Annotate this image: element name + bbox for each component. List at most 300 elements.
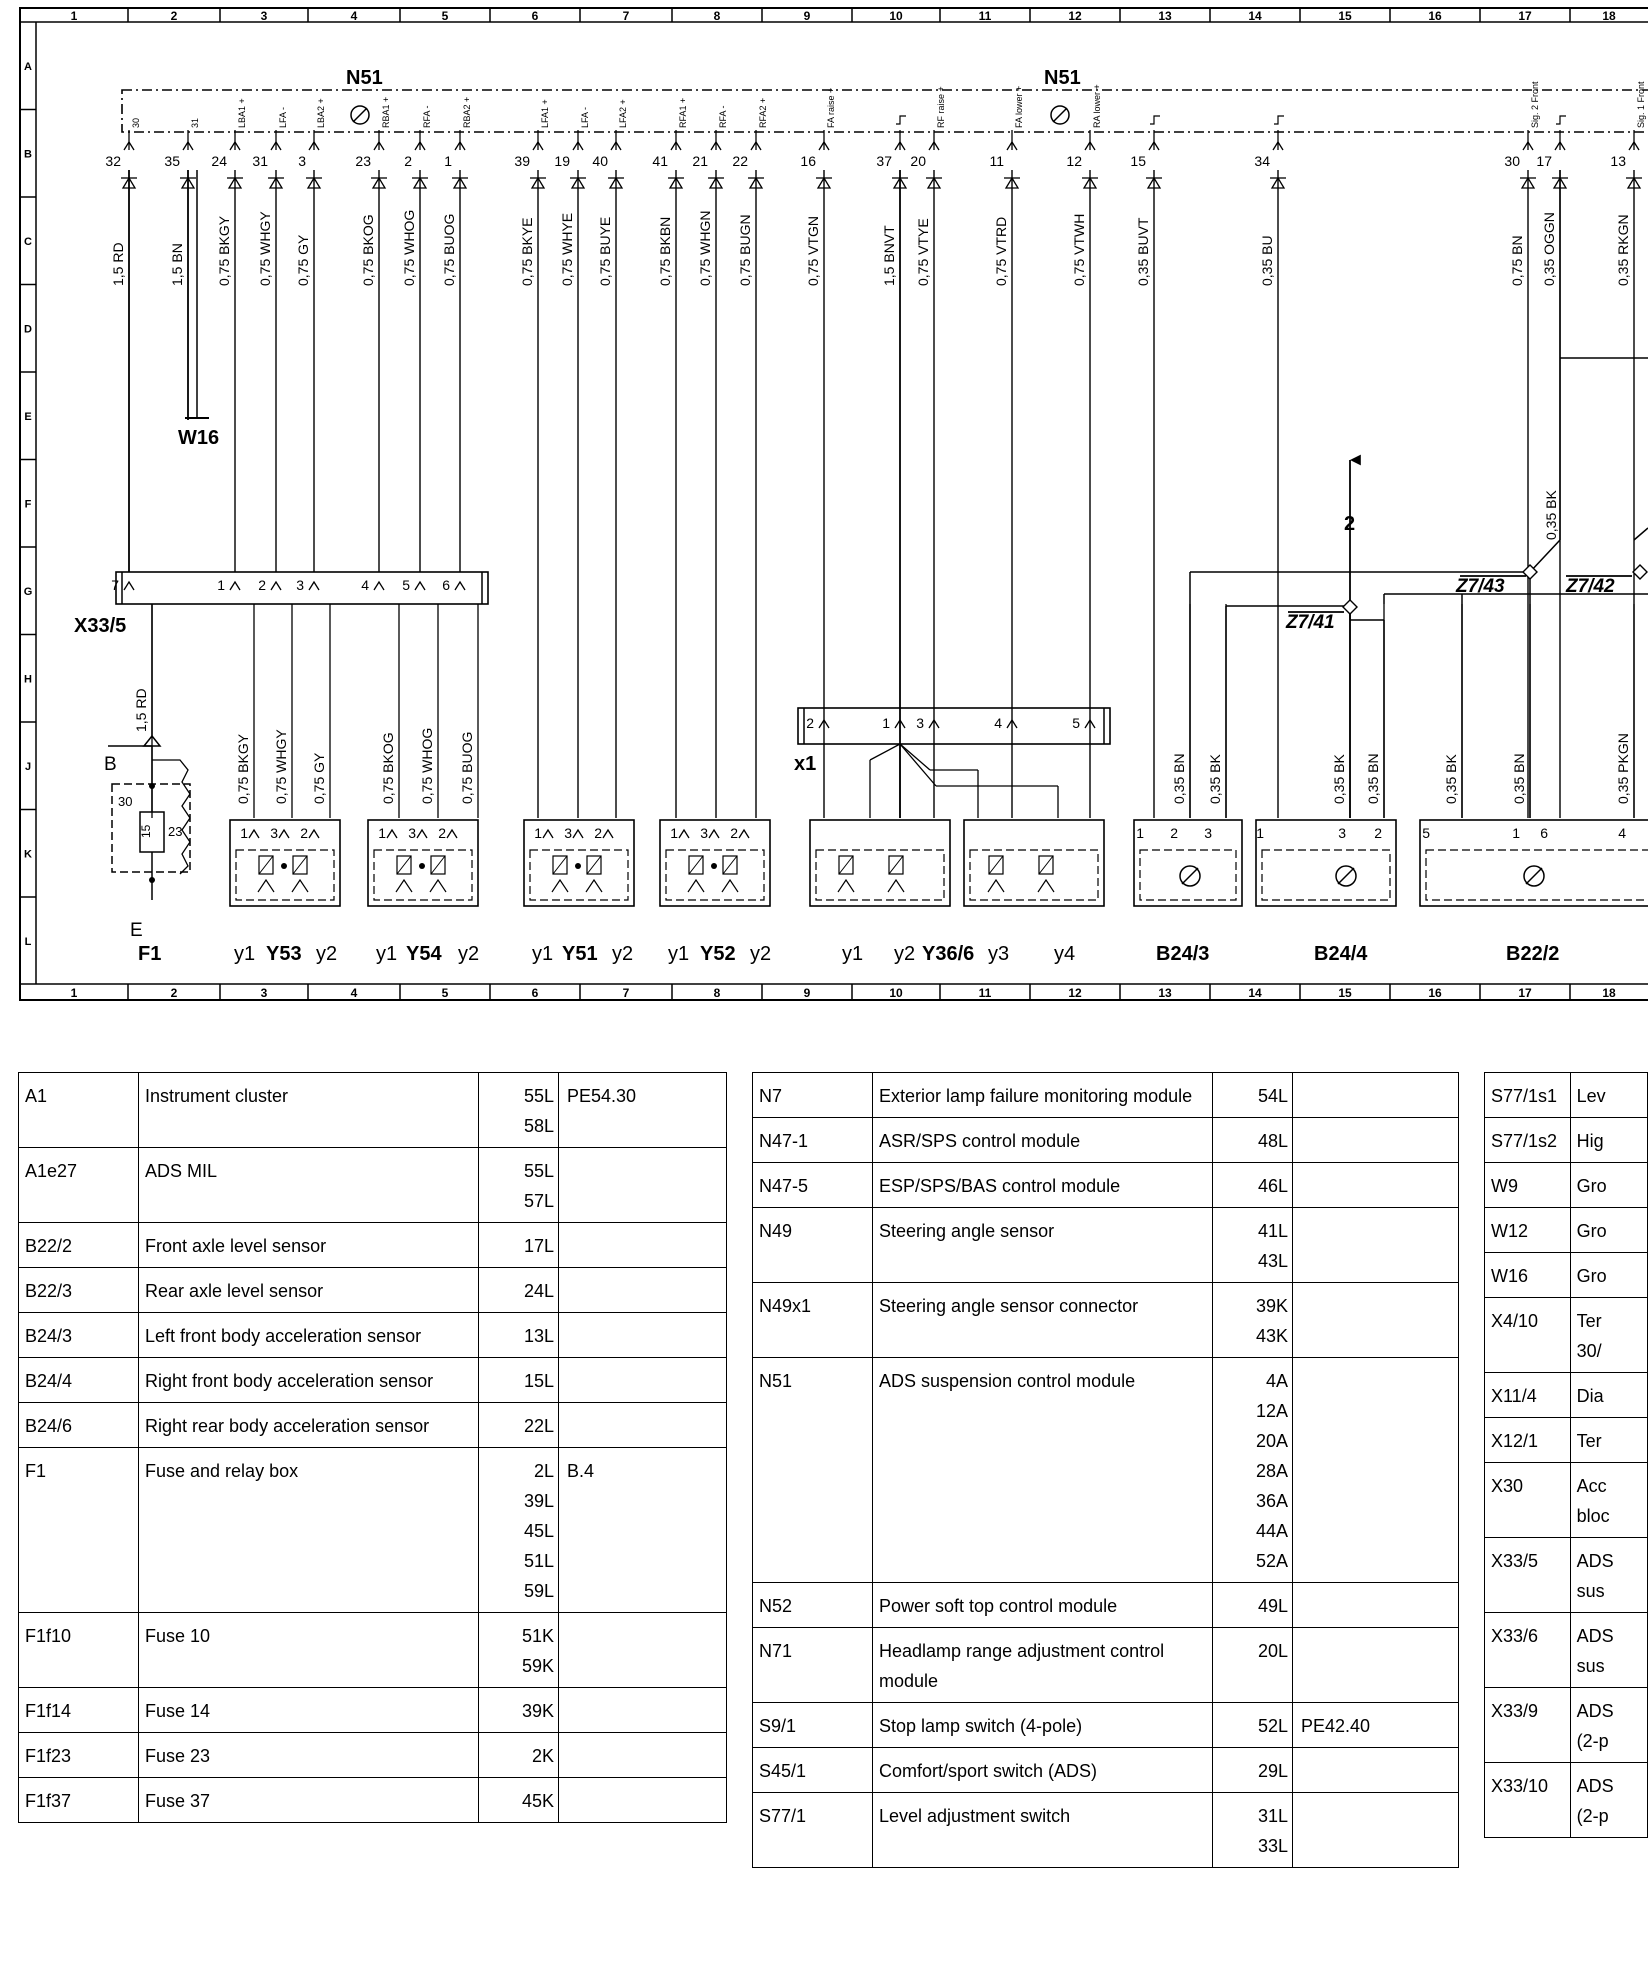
grid-col-top-17: 17 [1518,9,1532,23]
legend-row [1485,1418,1648,1463]
legend-ref [559,1313,727,1358]
n51-pin-17: 17 [1536,153,1552,169]
legend-row [19,1688,727,1733]
top-wire-14: 0,75 VTGN [805,215,821,286]
grid-col-top-11: 11 [978,9,992,23]
legend-locs: 39K 43K [1213,1283,1293,1358]
legend-row [753,1703,1459,1748]
n51-pin-3: 3 [298,153,306,169]
legend-row [19,1223,727,1268]
legend-code: F1f10 [19,1613,139,1688]
legend-locs: 4A 12A 20A 28A 36A 44A 52A [1213,1358,1293,1583]
y53-y2: y2 [316,943,338,965]
legend-code: F1f37 [19,1778,139,1823]
n51-pin-37: 37 [876,153,892,169]
valve-groups [230,820,1054,906]
grid-col-bottom-3: 3 [260,986,268,1000]
y51-pin-3: 3 [564,825,572,841]
legend-locs: 29L [1213,1748,1293,1793]
n51-pin-label-16: RF raise + [936,86,946,128]
n51-pins [105,81,1646,169]
n51-pin-label-21: Sig. 2 Front [1530,81,1540,128]
z7-42-label: Z7/42 [1566,576,1615,597]
x33-5-pin-3: 3 [296,577,304,593]
grid-col-top-7: 7 [622,9,630,23]
legend-code: X33/9 [1485,1688,1571,1763]
top-wire-13: 0,75 BUGN [737,214,753,286]
grid-row-A: A [24,60,32,73]
y51-label: Y51 [562,943,598,965]
legend-ref [559,1268,727,1313]
legend-code: X33/10 [1485,1763,1571,1838]
legend-ref [559,1223,727,1268]
x1-pin-4: 4 [994,715,1002,731]
grid-row-J: J [24,760,32,773]
grid-col-top-14: 14 [1248,9,1262,23]
n51-pin-23: 23 [355,153,371,169]
legend-row [1485,1763,1648,1838]
b24-4-pin-2: 2 [1374,825,1382,841]
x33-5-pin-6: 6 [442,577,450,593]
legend-code: N71 [753,1628,873,1703]
legend-code: N49x1 [753,1283,873,1358]
legend-row [753,1208,1459,1283]
top-wire-4: 0,75 GY [295,234,311,286]
legend-row [753,1283,1459,1358]
grid-col-bottom-18: 18 [1602,986,1616,1000]
legend-code: S77/1s2 [1485,1118,1571,1163]
n51-pin-12: 12 [1066,153,1082,169]
grid-col-bottom-2: 2 [170,986,178,1000]
legend-row [1485,1163,1648,1208]
legend-code: B24/6 [19,1403,139,1448]
legend-table-3 [1484,1072,1648,1838]
y51-pin-2: 2 [594,825,602,841]
legend-code: B24/3 [19,1313,139,1358]
n51-pin-34: 34 [1254,153,1270,169]
legend-locs: 41L 43L [1213,1208,1293,1283]
top-wire-1: 1,5 BN [169,243,185,286]
legend-code: B22/2 [19,1223,139,1268]
n51-pin-13: 13 [1610,153,1626,169]
b24-3-pin-1: 1 [1136,825,1144,841]
n51-pin-label-12: RFA - [718,105,728,128]
n51-pin-22: 22 [732,153,748,169]
grid-row-G: G [23,585,33,598]
b24-4-pin-3: 3 [1338,825,1346,841]
y53-label: Y53 [266,943,302,965]
y52-y2: y2 [750,943,772,965]
grid-row-B: B [24,148,32,161]
bottom-wire-2: 0,75 WHGY [273,729,289,804]
x1-pins [806,715,1095,818]
grid-col-top-15: 15 [1338,9,1352,23]
grid-col-top-9: 9 [803,9,811,23]
legend-locs: 20L [1213,1628,1293,1703]
n51-pin-label-5: RBA1 + [381,96,391,128]
legend-desc: ADS suspension control module [873,1358,1213,1583]
n51-pin-label-2: LBA1 + [237,98,247,128]
y36-6-y3: y3 [988,943,1010,965]
b22-2-label: B22/2 [1506,943,1560,965]
top-wire-2: 0,75 BKGY [216,215,232,286]
legend-desc: Level adjustment switch [873,1793,1213,1868]
legend-row [753,1748,1459,1793]
legend-desc: ADS sus [1570,1538,1647,1613]
legend-desc: Rear axle level sensor [139,1268,479,1313]
legend-row [19,1073,727,1148]
b22-2-sensor [1420,820,1648,906]
legend-locs: 31L 33L [1213,1793,1293,1868]
legend-desc: Dia [1570,1373,1647,1418]
y36-6-label: Y36/6 [922,943,975,965]
legend-row [19,1733,727,1778]
legend-row [19,1778,727,1823]
legend-locs: 55L 58L [479,1073,559,1148]
x1-pin-3: 3 [916,715,924,731]
bottom-wire-3: 0,75 GY [311,752,327,804]
bottom-wire-10: 0,35 BN [1365,753,1381,804]
grid-col-bottom-1: 1 [70,986,78,1000]
grid-col-bottom-15: 15 [1338,986,1352,1000]
y54-pin-1: 1 [378,825,386,841]
legend-ref [1293,1163,1459,1208]
n51-pin-32: 32 [105,153,121,169]
f1-pin-30: 30 [118,794,133,809]
b22-2-pin-4: 4 [1618,825,1626,841]
n51-pin-label-17: FA lower + [1014,85,1024,128]
y36-6-y1: y1 [842,943,864,965]
x33-5-label: X33/5 [74,615,127,637]
legend-ref [1293,1748,1459,1793]
top-wires [110,170,1642,818]
x33-5-pin-4: 4 [361,577,369,593]
bottom-wire-7: 0,35 BN [1171,753,1187,804]
legend-locs: 52L [1213,1703,1293,1748]
legend-desc: Right rear body acceleration sensor [139,1403,479,1448]
legend-locs: 45K [479,1778,559,1823]
legend-code: N47-1 [753,1118,873,1163]
top-wire-22: 0,35 OGGN [1541,212,1557,286]
grid-row-F: F [24,498,32,511]
legend-code: S9/1 [753,1703,873,1748]
grid-col-top-3: 3 [260,9,268,23]
top-wire-7: 0,75 BUOG [441,213,457,286]
top-wire-10: 0,75 BUYE [597,216,613,286]
legend-locs: 51K 59K [479,1613,559,1688]
w16-label: W16 [178,427,220,449]
n51-pin-label-0: 30 [131,117,141,128]
grid-row-L: L [24,935,32,948]
grid-row-labels [20,61,36,948]
top-wire-15: 1,5 BNVT [881,225,897,286]
x33-5-pin-5: 5 [402,577,410,593]
legend-ref [1293,1208,1459,1283]
n51-pin-label-9: LFA - [580,106,590,128]
legend-code: X33/5 [1485,1538,1571,1613]
legend-desc: Fuse and relay box [139,1448,479,1613]
n51-sensor-icon [351,106,369,124]
grid-col-top-5: 5 [441,9,449,23]
legend-code: X30 [1485,1463,1571,1538]
grid-col-bottom-7: 7 [622,986,630,1000]
top-wire-12: 0,75 WHGN [697,210,713,286]
y51-pin-1: 1 [534,825,542,841]
legend-ref: PE54.30 [559,1073,727,1148]
n51-pin-2: 2 [404,153,412,169]
n51-pin-label-14: FA raise + [826,87,836,128]
legend-desc: ADS (2-p [1570,1763,1647,1838]
legend-locs: 22L [479,1403,559,1448]
n51-pin-label-7: RBA2 + [462,96,472,128]
y52-pin-3: 3 [700,825,708,841]
legend-row [1485,1073,1648,1118]
legend-code: W12 [1485,1208,1571,1253]
legend-table-3-clip [1484,1072,1648,1968]
z7-41-label: Z7/41 [1286,612,1335,633]
legend-desc: ASR/SPS control module [873,1118,1213,1163]
n51-sensor-icon-2 [1051,106,1069,124]
grid-col-bottom-8: 8 [713,986,721,1000]
legend-code: W9 [1485,1163,1571,1208]
legend-desc: ADS (2-p [1570,1688,1647,1763]
legend-ref [1293,1793,1459,1868]
n51-pin-39: 39 [514,153,530,169]
legend-ref [559,1148,727,1223]
legend-locs: 54L [1213,1073,1293,1118]
n51-pin-label-8: LFA1 + [540,99,550,128]
legend-locs: 49L [1213,1583,1293,1628]
legend-row [753,1583,1459,1628]
legend-code: B22/3 [19,1268,139,1313]
top-wire-5: 0,75 BKOG [360,214,376,286]
x33-5-pins [111,577,465,593]
n51-pin-1: 1 [444,153,452,169]
n51-pin-label-10: LFA2 + [618,99,628,128]
legend-desc: Lev [1570,1073,1647,1118]
legend-ref [559,1358,727,1403]
top-wire-3: 0,75 WHGY [257,211,273,286]
legend-desc: Gro [1570,1253,1647,1298]
legend-code: B24/4 [19,1358,139,1403]
legend-row [753,1118,1459,1163]
legend-desc: Steering angle sensor connector [873,1283,1213,1358]
legend-ref [559,1778,727,1823]
b24-3-sensor [1134,820,1242,906]
x1-pin-2: 2 [806,715,814,731]
legend-ref [559,1613,727,1688]
grid-col-bottom-17: 17 [1518,986,1532,1000]
sensor-pins [1136,825,1626,841]
f1-pin-23: 23 [168,824,183,839]
legend-desc: Acc bloc [1570,1463,1647,1538]
grid-col-bottom-6: 6 [531,986,539,1000]
legend-desc: Right front body acceleration sensor [139,1358,479,1403]
legend-locs: 55L 57L [479,1148,559,1223]
x33-5-pin-7: 7 [111,577,119,593]
legend-row [1485,1613,1648,1688]
top-wire-0: 1,5 RD [110,242,126,286]
y53-y1: y1 [234,943,256,965]
legend-row [1485,1373,1648,1418]
grid-col-top-12: 12 [1068,9,1082,23]
top-wire-19: 0,35 BUVT [1135,217,1151,286]
top-wire-18: 0,75 VTWH [1071,213,1087,286]
legend-row [19,1313,727,1358]
y36-6-valve-block [810,820,1104,906]
legend-code: X12/1 [1485,1418,1571,1463]
n51-pin-label-11: RFA1 + [678,97,688,128]
x1-connector [798,708,1110,744]
legend-code: S77/1s1 [1485,1073,1571,1118]
top-wire-23: 0,35 RKGN [1615,214,1631,286]
bottom-wire-5: 0,75 WHOG [419,727,435,804]
x1-label: x1 [794,753,817,775]
n51-pin-label-1: 31 [190,117,200,128]
x1-pin-1: 1 [882,715,890,731]
b24-3-pin-3: 3 [1204,825,1212,841]
legend-code: A1 [19,1073,139,1148]
y54-y1: y1 [376,943,398,965]
legend-code: N51 [753,1358,873,1583]
x1-pin-5: 5 [1072,715,1080,731]
top-wire-16: 0,75 VTYE [915,218,931,286]
legend-code: F1f14 [19,1688,139,1733]
legend-row [19,1148,727,1223]
b22-2-pin-1: 1 [1512,825,1520,841]
legend-row [753,1358,1459,1583]
grid-col-bottom-13: 13 [1158,986,1172,1000]
legend-row [1485,1118,1648,1163]
grid-col-bottom-12: 12 [1068,986,1082,1000]
legend-ref: B.4 [559,1448,727,1613]
grid-col-bottom-16: 16 [1428,986,1442,1000]
bottom-wires [133,604,1634,818]
legend-code: X33/6 [1485,1613,1571,1688]
legend-desc: Exterior lamp failure monitoring module [873,1073,1213,1118]
x33-5-pin-2: 2 [258,577,266,593]
bottom-wire-1: 0,75 BKGY [235,733,251,804]
top-wire-17: 0,75 VTRD [993,216,1009,286]
legend-ref [1293,1118,1459,1163]
legend-desc: Ter [1570,1418,1647,1463]
n51-pin-21: 21 [692,153,708,169]
legend-code: W16 [1485,1253,1571,1298]
legend-code: X11/4 [1485,1373,1571,1418]
bottom-wire-11: 0,35 BK [1443,754,1459,804]
y54-y2: y2 [458,943,480,965]
legend-desc: Steering angle sensor [873,1208,1213,1283]
legend-desc: ADS sus [1570,1613,1647,1688]
legend-row [1485,1253,1648,1298]
legend-ref [559,1688,727,1733]
n51-pin-31: 31 [252,153,268,169]
z7-43-label: Z7/43 [1456,576,1505,597]
legend-row [753,1628,1459,1703]
b24-3-label: B24/3 [1156,943,1210,965]
grid-col-top-16: 16 [1428,9,1442,23]
top-wire-21: 0,75 BN [1509,235,1525,286]
n51-pin-label-4: LBA2 + [316,98,326,128]
top-wire-9: 0,75 WHYE [559,212,575,286]
grid-col-top-18: 18 [1602,9,1616,23]
f1-label: F1 [138,943,162,965]
grid-col-top-4: 4 [350,9,358,23]
n51-pin-label-18: RA lower + [1092,84,1102,128]
x33-5-pin-1: 1 [217,577,225,593]
legend-desc: Headlamp range adjustment control module [873,1628,1213,1703]
f1-fuse-box [104,604,190,965]
y36-6-y2: y2 [894,943,916,965]
b24-4-pin-1: 1 [1256,825,1264,841]
legend-ref [1293,1358,1459,1583]
grid-col-top-1: 1 [70,9,78,23]
f1-pin-15: 15 [139,824,153,838]
f1-pin-e: E [130,920,143,941]
arrow-num-label: 2 [1344,513,1356,535]
legend-locs: 39K [479,1688,559,1733]
y52-label: Y52 [700,943,736,965]
bottom-wire-8: 0,35 BK [1207,754,1223,804]
legend-locs: 2L 39L 45L 51L 59L [479,1448,559,1613]
legend-desc: Stop lamp switch (4-pole) [873,1703,1213,1748]
legend-ref [1293,1073,1459,1118]
wire-side-label: 0,35 BK [1543,490,1559,540]
legend-table-1 [18,1072,727,1823]
b22-2-pin-6: 6 [1540,825,1548,841]
bottom-wire-12: 0,35 BN [1511,753,1527,804]
y53-pin-3: 3 [270,825,278,841]
y52-pin-2: 2 [730,825,738,841]
legend-desc: Fuse 14 [139,1688,479,1733]
legend-ref [559,1403,727,1448]
legend-code: N52 [753,1583,873,1628]
grid-row-E: E [24,410,32,423]
legend-locs: 17L [479,1223,559,1268]
bottom-wire-13: 0,35 PKGN [1615,733,1631,804]
grid-col-bottom-9: 9 [803,986,811,1000]
bottom-wire-6: 0,75 BUOG [459,731,475,804]
y51-y1: y1 [532,943,554,965]
n51-pin-35: 35 [164,153,180,169]
legend-desc: Ter 30/ [1570,1298,1647,1373]
y52-pin-1: 1 [670,825,678,841]
legend-locs: 15L [479,1358,559,1403]
legend-code: S77/1 [753,1793,873,1868]
bottom-wire-9: 0,35 BK [1331,754,1347,804]
n51-pin-label-6: RFA - [422,105,432,128]
grid-col-bottom-11: 11 [978,986,992,1000]
top-wire-11: 0,75 BKBN [657,216,673,286]
n51-pin-41: 41 [652,153,668,169]
legend-ref [1293,1628,1459,1703]
legend-ref [1293,1583,1459,1628]
legend-desc: Fuse 23 [139,1733,479,1778]
grid-col-bottom-14: 14 [1248,986,1262,1000]
legend-code: S45/1 [753,1748,873,1793]
n51-module-box [122,87,1648,132]
legend-row [1485,1538,1648,1613]
top-wire-6: 0,75 WHOG [401,209,417,286]
legend-row [19,1358,727,1403]
legend-code: N49 [753,1208,873,1283]
y53-pin-2: 2 [300,825,308,841]
n51-pin-19: 19 [554,153,570,169]
grid-row-K: K [24,848,32,861]
legend-code: X4/10 [1485,1298,1571,1373]
legend-code: F1 [19,1448,139,1613]
legend-desc: Left front body acceleration sensor [139,1313,479,1358]
